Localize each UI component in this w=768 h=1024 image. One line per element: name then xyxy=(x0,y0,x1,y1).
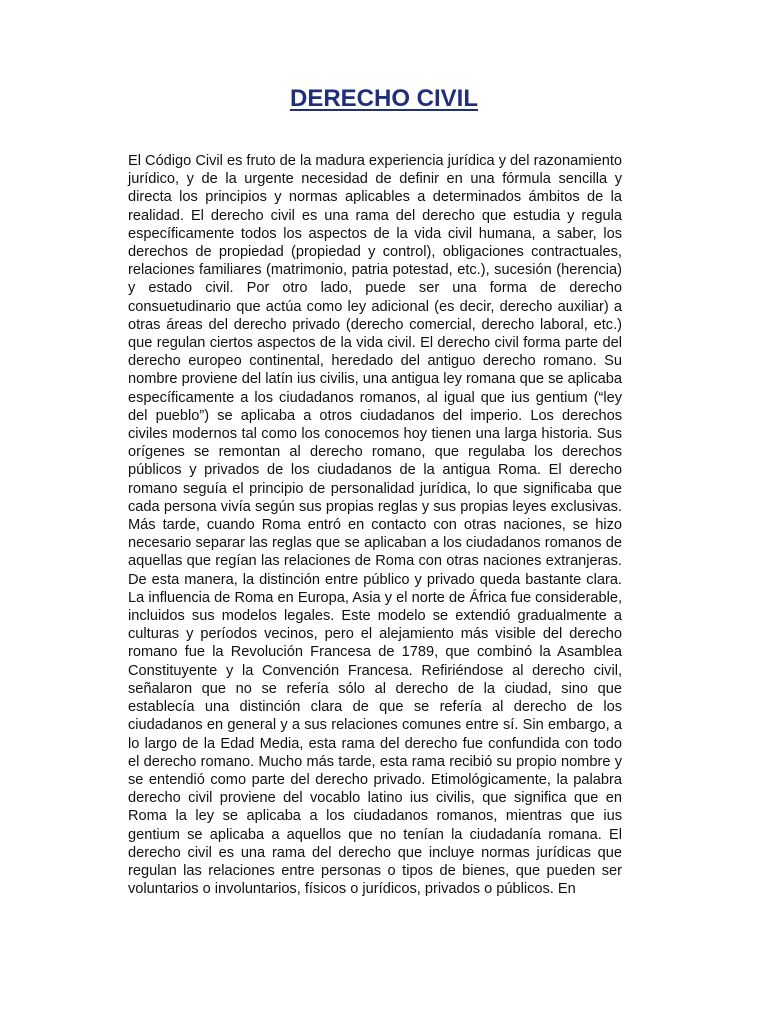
document-title xyxy=(0,84,768,114)
document-title-text: DERECHO CIVIL xyxy=(289,85,478,112)
document-body-paragraph: El Código Civil es fruto de la madura experiencia jurídica y del razonamiento jurídico, y de la urgente necesidad de definir en una fórmula sencilla y directa los principios y normas aplicables a determinados ámbitos de la realidad. El derecho civil es una rama del derecho que estudia y regula específicamente todos los aspectos de la vida civil humana, a saber, los derechos de propiedad (propiedad y control), obligaciones contractuales, relaciones familiares (matrimonio, patria potestad, etc.), sucesión (herencia) y estado civil. Por otro lado, puede ser una forma de derecho consuetudinario que actúa como ley adicional (es decir, derecho auxiliar) a otras áreas del derecho privado (derecho comercial, derecho laboral, etc.) que regulan ciertos aspectos de la vida civil. El derecho civil forma parte del derecho europeo continental, heredado del antiguo derecho romano. Su nombre proviene del latín ius civilis, una antigua ley romana que se aplicaba específicamente a los ciudadanos romanos, al igual que ius gentium (“ley del pueblo”) se aplicaba a otros ciudadanos del imperio. Los derechos civiles modernos tal como los conocemos hoy tienen una larga historia. Sus orígenes se remontan al derecho romano, que regulaba los derechos públicos y privados de los ciudadanos de la antigua Roma. El derecho romano seguía el principio de personalidad jurídica, lo que significaba que cada persona vivía según sus propias reglas y sus propias leyes exclusivas. Más tarde, cuando Roma entró en contacto con otras naciones, se hizo necesario separar las reglas que se aplicaban a los ciudadanos romanos de aquellas que regían las relaciones de Roma con otras naciones extranjeras. De esta manera, la distinción entre público y privado queda bastante clara. La influencia de Roma en Europa, Asia y el norte de África fue considerable, incluidos sus modelos legales. Este modelo se extendió gradualmente a culturas y períodos vecinos, pero el alejamiento más visible del derecho romano fue la Revolución Francesa de 1789, que combinó la Asamblea Constituyente y la Convención Francesa. Refiriéndose al derecho civil, señalaron que no se refería sólo al derecho de la ciudad, sino que establecía una distinción clara de que se refería al derecho de los ciudadanos en general y a sus relaciones comunes entre sí. Sin embargo, a lo largo de la Edad Media, esta rama del derecho fue confundida con todo el derecho romano. Mucho más tarde, esta rama recibió su propio nombre y se entendió como parte del derecho privado. Etimológicamente, la palabra derecho civil proviene del vocablo latino ius civilis, que significa que en Roma la ley se aplicaba a los ciudadanos romanos, mientras que ius gentium se aplicaba a aquellos que no tenían la ciudadanía romana. El derecho civil es una rama del derecho que incluye normas jurídicas que regulan las relaciones entre personas o tipos de bienes, que pueden ser voluntarios o involuntarios, físicos o jurídicos, privados o públicos. En xyxy=(128,153,623,898)
